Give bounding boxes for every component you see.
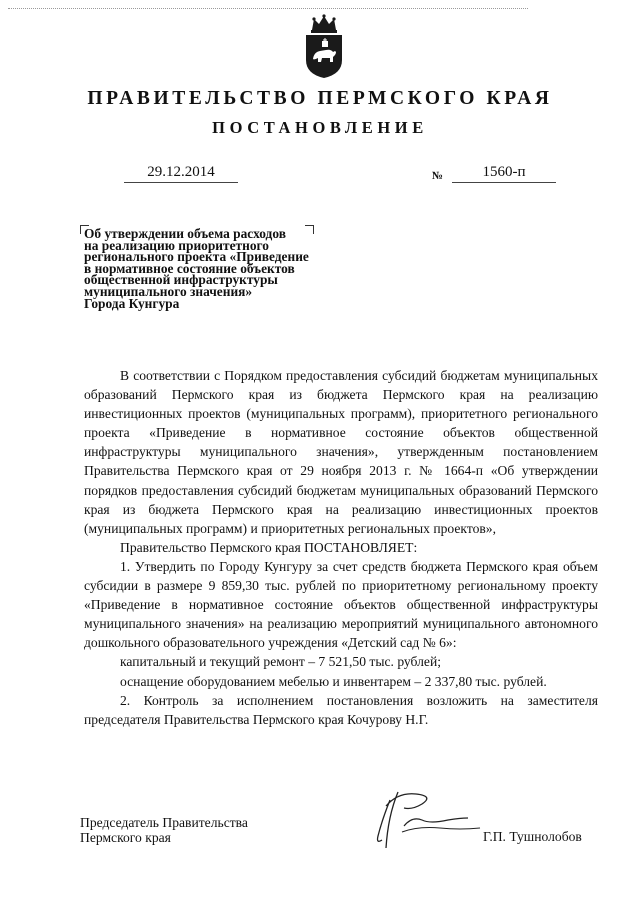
top-edge-rule: [8, 8, 528, 9]
title-line: в нормативное состояние объектов: [84, 260, 295, 276]
title-line: общественной инфраструктуры: [84, 272, 278, 288]
position-line: Председатель Правительства: [80, 815, 248, 830]
title-line: на реализацию приоритетного: [84, 237, 269, 253]
signatory-name: Г.П. Тушнолобов: [483, 829, 582, 844]
decree-line: Правительство Пермского края ПОСТАНОВЛЯЕТ:: [120, 539, 418, 555]
coat-of-arms-icon: [300, 14, 348, 80]
item-1-paragraph: 1. Утвердить по Городу Кунгуру за счет средств бюджета Пермского края объем субсидии в размере 9 859,30 тыс. рублей по приоритетному региональному проекту «Приведение в нормативное состояние объектов общественной инфраструктуры муниципального значения» на реализацию мероприятий муниципального автономного дошкольного образовательного учреждения «Детский сад № 6»:: [84, 558, 598, 651]
item-1-subitem-equipment: оснащение оборудованием мебелью и инвентарем – 2 337,80 тыс. рублей.: [120, 673, 547, 689]
document-type: ПОСТАНОВЛЕНИЕ: [212, 118, 428, 137]
title-line: Города Кунгура: [84, 295, 180, 311]
document-title: [84, 228, 334, 309]
title-line: регионального проекта «Приведение: [84, 249, 309, 265]
document-body: [84, 366, 598, 729]
title-line: Об утверждении объема расходов: [84, 226, 286, 241]
government-name: ПРАВИТЕЛЬСТВО ПЕРМСКОГО КРАЯ: [87, 88, 553, 109]
document-date: 29.12.2014: [124, 164, 238, 183]
handwritten-signature: [368, 786, 488, 856]
position-line: Пермского края: [80, 830, 171, 845]
signatory-position: [80, 815, 248, 845]
number-sign: №: [432, 170, 444, 182]
preamble-paragraph: В соответствии с Порядком предоставления субсидий бюджетам муниципальных образований Пермского края из бюджета Пермского края на реализацию инвестиционных проектов (муниципальных программ), приоритетного регионального проекта «Приведение в нормативное состояние объектов общественной инфраструктуры муниципального значения», утвержденным постановлением Правительства Пермского края от 29 ноября 2013 г. № 1664-п «Об утверждении порядков предоставления субсидий бюджетам муниципальных образований Пермского края из бюджета Пермского края на реализацию инвестиционных проектов (муниципальных программ) и приоритетных региональных проектов»,: [84, 368, 598, 536]
title-line: муниципального значения»: [84, 283, 253, 299]
item-1-subitem-repair: капитальный и текущий ремонт – 7 521,50 тыс. рублей;: [120, 654, 441, 670]
item-2-paragraph: 2. Контроль за исполнением постановления возложить на заместителя председателя Правительства Пермского края Кочурову Н.Г.: [84, 692, 598, 727]
document-number: 1560-п: [452, 164, 556, 183]
